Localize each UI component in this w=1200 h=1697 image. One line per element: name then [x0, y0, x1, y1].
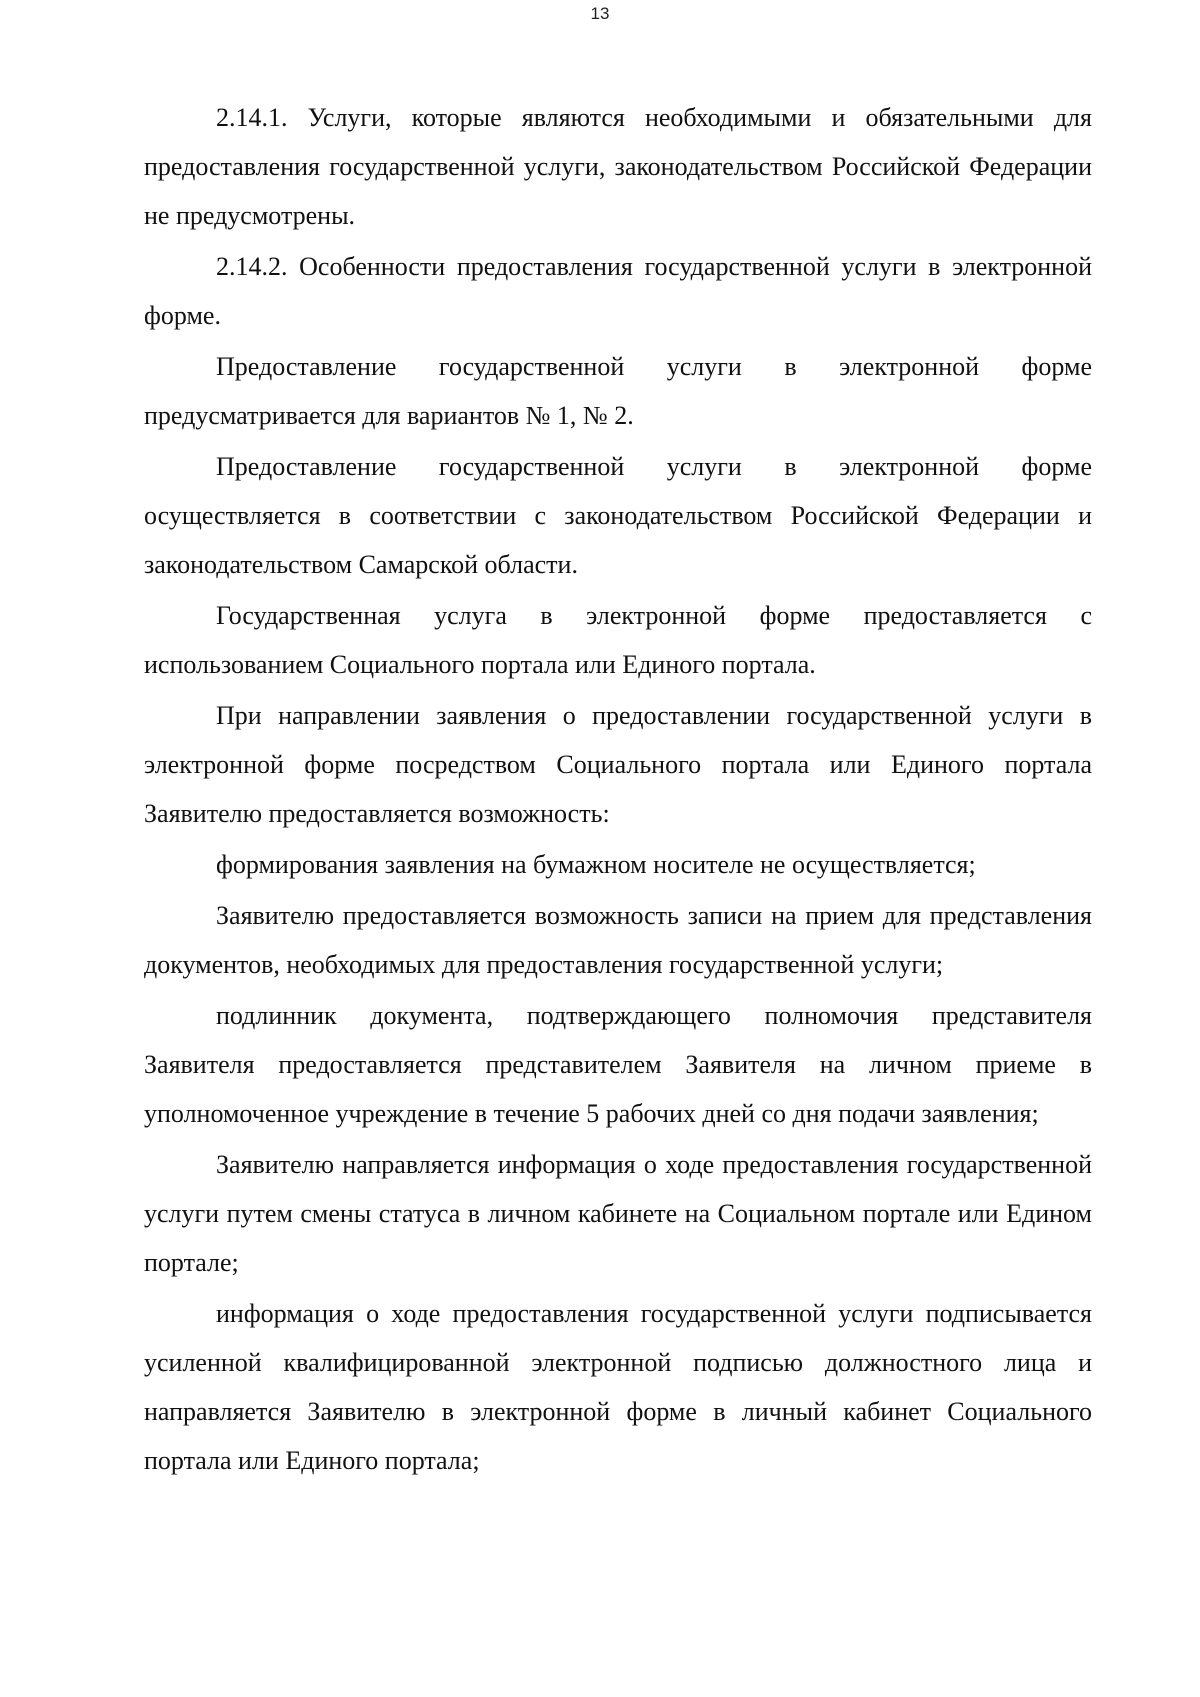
paragraph-original-document: подлинник документа, подтверждающего полномочия представителя Заявителя предоставляется представителем Заявителя на личном приеме в уполномоченное учреждение в течение 5 рабочих дней со дня подачи заявления; — [144, 1001, 1092, 1128]
paragraph-appointment: Заявителю предоставляется возможность записи на прием для представления документов, необходимых для предоставления государственной услуги; — [144, 901, 1092, 979]
paragraph-signed-info: информация о ходе предоставления государственной услуги подписывается усиленной квалифицированной электронной подписью должностного лица и направляется Заявителю в электронной форме в личный кабинет Социального портала или Единого портала; — [144, 1299, 1092, 1475]
page-number: 13 — [590, 4, 610, 23]
paragraph-portals: Государственная услуга в электронной форме предоставляется с использованием Социального портала или Единого портала. — [144, 601, 1092, 679]
document-body — [144, 93, 1092, 1487]
paragraph-legislation: Предоставление государственной услуги в электронной форме осуществляется в соответствии с законодательством Российской Федерации и законодательством Самарской области. — [144, 452, 1092, 579]
paragraph-electronic-variants: Предоставление государственной услуги в электронной форме предусматривается для вариантов № 1, № 2. — [144, 352, 1092, 430]
paragraph-2-14-2: 2.14.2. Особенности предоставления государственной услуги в электронной форме. — [144, 252, 1092, 330]
paragraph-2-14-1: 2.14.1. Услуги, которые являются необходимыми и обязательными для предоставления государственной услуги, законодательством Российской Федерации не предусмотрены. — [144, 103, 1092, 230]
paragraph-application-submission: При направлении заявления о предоставлении государственной услуги в электронной форме посредством Социального портала или Единого портала Заявителю предоставляется возможность: — [144, 701, 1092, 828]
paragraph-status-info: Заявителю направляется информация о ходе предоставления государственной услуги путем смены статуса в личном кабинете на Социальном портале или Едином портале; — [144, 1150, 1092, 1277]
paragraph-paper-form: формирования заявления на бумажном носителе не осуществляется; — [216, 850, 976, 879]
